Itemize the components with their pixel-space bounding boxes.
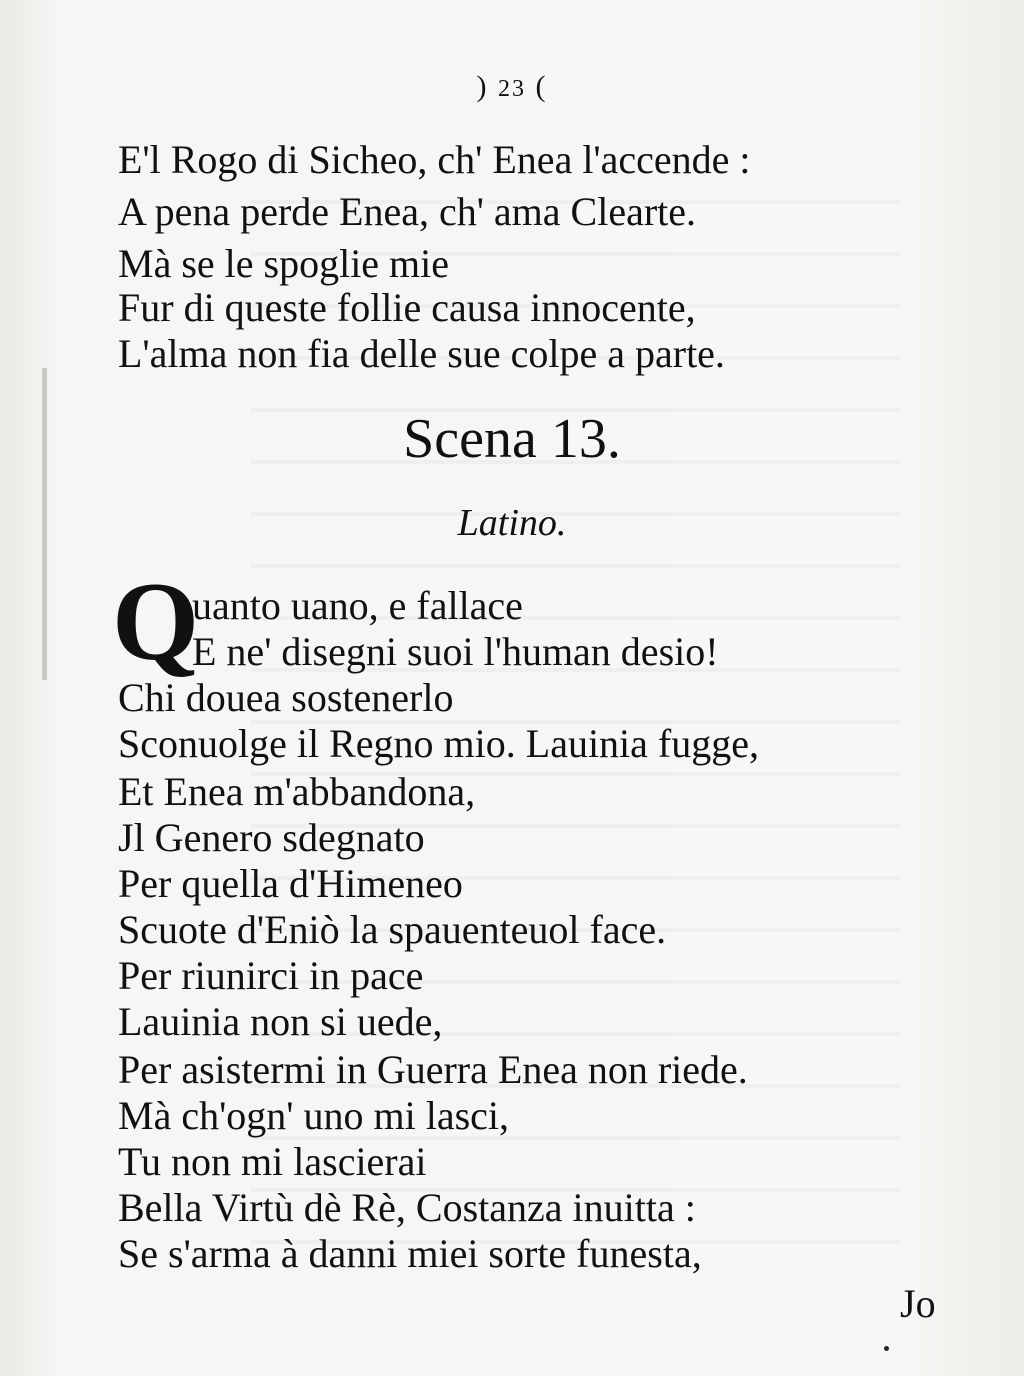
verse-line: Per asistermi in Guerra Enea non riede. [118, 1047, 748, 1092]
verse-line: E'l Rogo di Sicheo, ch' Enea l'accende : [118, 137, 751, 182]
verse-line: Tu non mi lascierai [118, 1139, 427, 1184]
page-header [0, 70, 1024, 104]
verse-line: Lauinia non si uede, [118, 999, 443, 1044]
verse-line: Jl Genero sdegnato [118, 815, 425, 860]
page-number: 23 [498, 76, 526, 102]
catchword: Jo [900, 1281, 936, 1326]
header-left-bracket: ) [476, 70, 489, 103]
header-right-bracket: ( [535, 70, 548, 103]
scene-heading: Scena 13. [403, 408, 621, 470]
verse-line: Fur di queste follie causa innocente, [118, 285, 696, 330]
verse-line: E ne' disegni suoi l'human desio! [192, 629, 719, 674]
ink-speck [884, 1346, 889, 1351]
verse-line: Sconuolge il Regno mio. Lauinia fugge, [118, 721, 759, 766]
drop-cap: Q [112, 560, 200, 684]
verse-line: Et Enea m'abbandona, [118, 769, 476, 814]
verse-line: Se s'arma à danni miei sorte funesta, [118, 1231, 702, 1276]
verse-line: Mà ch'ogn' uno mi lasci, [118, 1093, 510, 1138]
verse-line: Per riunirci in pace [118, 953, 424, 998]
verse-line: A pena perde Enea, ch' ama Clearte. [118, 189, 697, 234]
verse-line: Per quella d'Himeneo [118, 861, 463, 906]
verse-line: L'alma non fia delle sue colpe a parte. [118, 331, 725, 376]
speaker-name: Latino. [457, 502, 567, 544]
verse-line: Bella Virtù dè Rè, Costanza inuitta : [118, 1185, 696, 1230]
verse-line: Mà se le spoglie mie [118, 241, 450, 286]
verse-line: Chi douea sostenerlo [118, 675, 454, 720]
verse-line: uanto uano, e fallace [192, 583, 523, 628]
verse-line: Scuote d'Eniò la spauenteuol face. [118, 907, 667, 952]
